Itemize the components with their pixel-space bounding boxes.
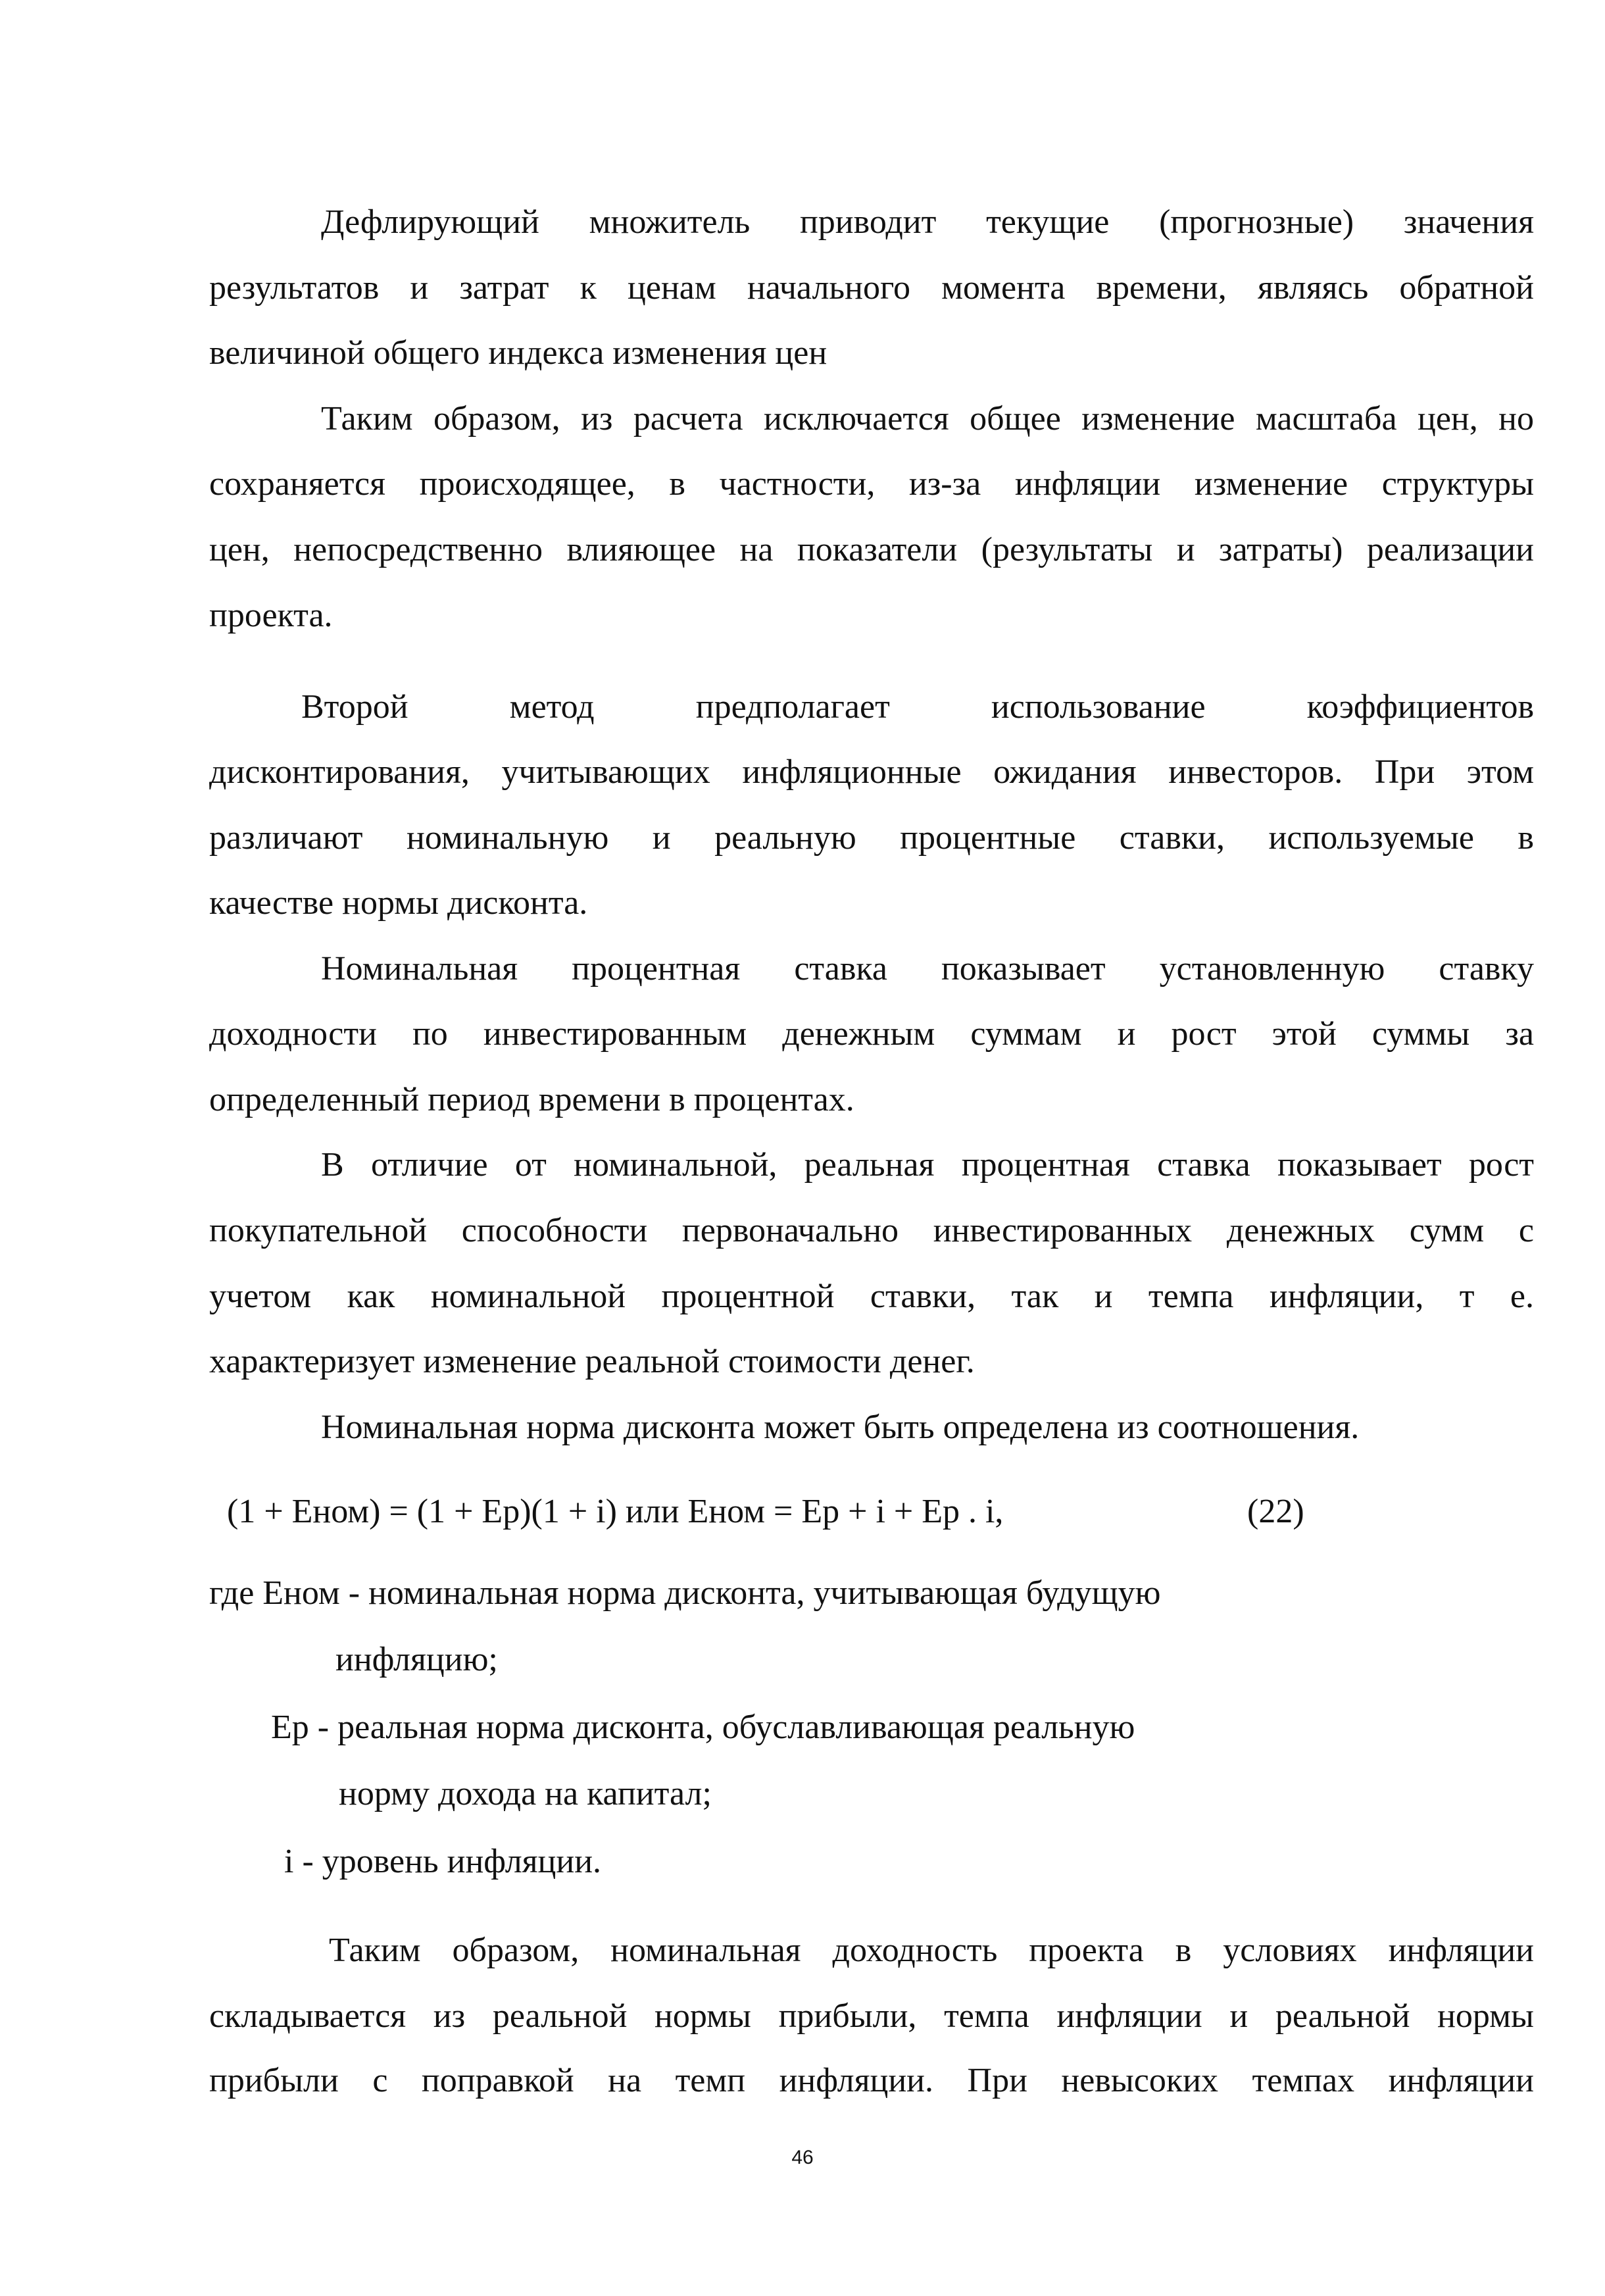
paragraph-line: различают номинальную и реальную процентные ставки, используемые в (209, 819, 1534, 857)
paragraph-line: Таким образом, номинальная доходность проекта в условиях инфляции (329, 1932, 1534, 1969)
formula: (1 + Eном) = (1 + Ep)(1 + i) или Eном = Ep + i + Ep . i, (227, 1493, 1004, 1530)
paragraph-line: доходности по инвестированным денежным суммам и рост этой суммы за (209, 1015, 1534, 1053)
definition-line: инфляцию; (335, 1641, 498, 1678)
paragraph-line: Номинальная процентная ставка показывает установленную ставку (321, 950, 1534, 987)
definition-line: Ep - реальная норма дисконта, обуславливающая реальную (271, 1709, 1135, 1746)
formula-number: (22) (1247, 1493, 1304, 1530)
paragraph-line: величиной общего индекса изменения цен (209, 334, 827, 372)
paragraph-line: цен, непосредственно влияющее на показатели (результаты и затраты) реализации (209, 531, 1534, 568)
definition-line: где Eном - номинальная норма дисконта, учитывающая будущую (209, 1574, 1161, 1612)
paragraph-line: сохраняется происходящее, в частности, из-за инфляции изменение структуры (209, 465, 1534, 503)
definition-line: i - уровень инфляции. (284, 1843, 602, 1880)
paragraph-line: дисконтирования, учитывающих инфляционные ожидания инвесторов. При этом (209, 753, 1534, 791)
paragraph-line: В отличие от номинальной, реальная процентная ставка показывает рост (321, 1146, 1534, 1184)
page-number: 46 (791, 2147, 814, 2168)
paragraph-line: складывается из реальной нормы прибыли, темпа инфляции и реальной нормы (209, 1997, 1534, 2035)
paragraph-line: Второй метод предполагает использование коэффициентов (301, 688, 1534, 726)
paragraph-line: проекта. (209, 597, 333, 634)
paragraph-line: определенный период времени в процентах. (209, 1081, 854, 1118)
paragraph-line: характеризует изменение реальной стоимости денег. (209, 1343, 975, 1380)
paragraph-line: Номинальная норма дисконта может быть определена из соотношения. (321, 1409, 1360, 1446)
paragraph-line: Дефлирующий множитель приводит текущие (прогнозные) значения (321, 203, 1534, 241)
paragraph-line: результатов и затрат к ценам начального момента времени, являясь обратной (209, 269, 1534, 307)
paragraph-line: Таким образом, из расчета исключается общее изменение масштаба цен, но (321, 400, 1534, 437)
definition-line: норму дохода на капитал; (339, 1775, 712, 1812)
paragraph-line: качестве нормы дисконта. (209, 884, 588, 922)
paragraph-line: покупательной способности первоначально инвестированных денежных сумм с (209, 1212, 1534, 1249)
paragraph-line: прибыли с поправкой на темп инфляции. При невысоких темпах инфляции (209, 2062, 1534, 2099)
paragraph-line: учетом как номинальной процентной ставки, так и темпа инфляции, т е. (209, 1278, 1534, 1315)
